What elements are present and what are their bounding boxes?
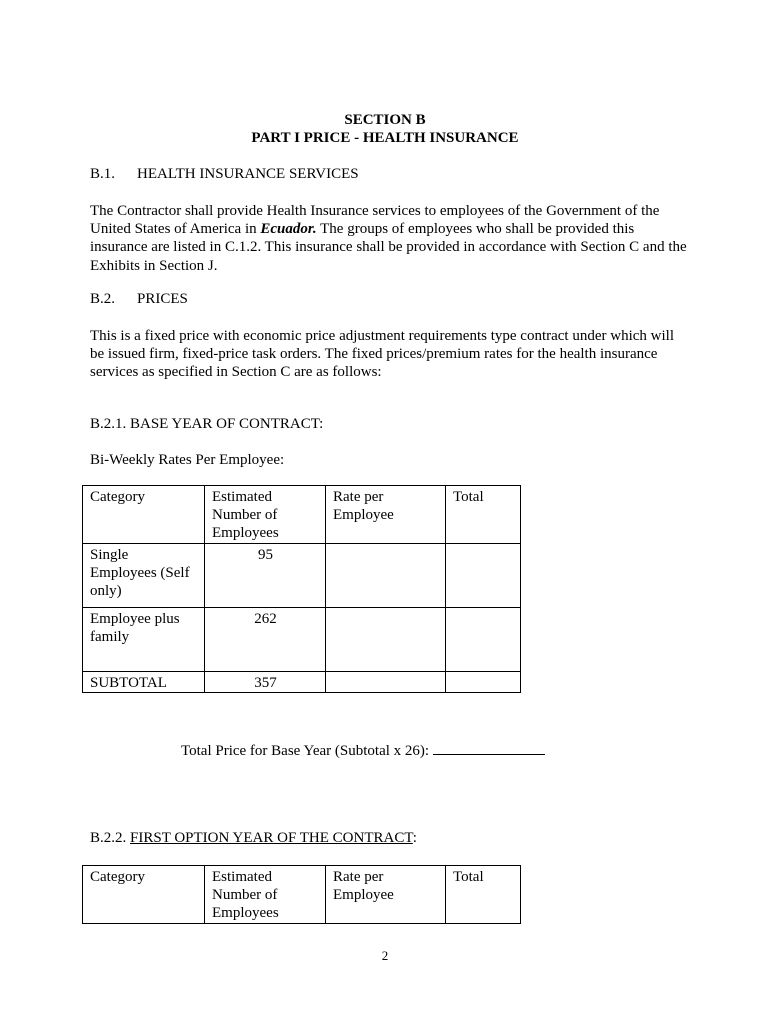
b1-heading-text: HEALTH INSURANCE SERVICES bbox=[137, 166, 359, 182]
b1-paragraph bbox=[90, 202, 690, 275]
subtotal-rate bbox=[326, 671, 446, 692]
row-category: Single Employees (Self only) bbox=[83, 543, 205, 607]
b2-paragraph: This is a fixed price with economic price adjustment requirements type contract under which will be issued firm, fixed-price task orders. The fixed prices/premium rates for the health insurance services as specified in Section C are as follows: bbox=[90, 328, 674, 381]
subtotal-label: SUBTOTAL bbox=[83, 671, 205, 692]
b21-heading: B.2.1. BASE YEAR OF CONTRACT: bbox=[90, 416, 324, 432]
b2-heading bbox=[90, 291, 188, 308]
section-title: SECTION B bbox=[344, 112, 426, 128]
b2-heading-text: PRICES bbox=[137, 291, 188, 307]
row-employee-count: 95 bbox=[205, 543, 326, 607]
header-category: Category bbox=[83, 486, 205, 544]
header-total: Total bbox=[446, 866, 521, 924]
header-total: Total bbox=[446, 486, 521, 544]
row-category: Employee plus family bbox=[83, 607, 205, 671]
header-estimated-employees: Estimated Number of Employees bbox=[205, 486, 326, 544]
header-category: Category bbox=[83, 866, 205, 924]
option-year-table bbox=[82, 865, 521, 924]
b22-heading-text: FIRST OPTION YEAR OF THE CONTRACT bbox=[130, 830, 413, 846]
header-rate-per-employee: Rate per Employee bbox=[326, 866, 446, 924]
subtotal-count: 357 bbox=[205, 671, 326, 692]
b22-number: B.2.2. bbox=[90, 830, 131, 846]
table-header-row bbox=[83, 866, 521, 924]
row-total bbox=[446, 543, 521, 607]
table-header-row bbox=[83, 486, 521, 544]
table-row bbox=[83, 543, 521, 607]
row-rate bbox=[326, 543, 446, 607]
table-subtotal-row bbox=[83, 671, 521, 692]
total-price-label: Total Price for Base Year (Subtotal x 26): bbox=[181, 743, 433, 759]
subtotal-total bbox=[446, 671, 521, 692]
table-row bbox=[83, 607, 521, 671]
row-total bbox=[446, 607, 521, 671]
row-rate bbox=[326, 607, 446, 671]
page-number: 2 bbox=[381, 948, 389, 963]
b22-colon: : bbox=[412, 830, 417, 846]
row-employee-count: 262 bbox=[205, 607, 326, 671]
header-estimated-employees: Estimated Number of Employees bbox=[205, 866, 326, 924]
b1-country: Ecuador. bbox=[260, 221, 317, 238]
total-price-blank[interactable] bbox=[433, 741, 545, 755]
header-rate-per-employee: Rate per Employee bbox=[326, 486, 446, 544]
part-title: PART I PRICE - HEALTH INSURANCE bbox=[251, 130, 519, 146]
base-year-table bbox=[82, 485, 521, 693]
b21-subheading: Bi-Weekly Rates Per Employee: bbox=[90, 452, 285, 468]
b1-number: B.1. bbox=[90, 166, 116, 182]
b1-heading bbox=[90, 166, 359, 183]
b1-paragraph-part1: The Contractor shall provide Health Insurance services to employees of the Government of the United States of America in bbox=[90, 203, 660, 238]
b1-paragraph-part2: The groups of employees who shall be provided this insurance are listed in C.1.2. This insurance shall be provided in accordance with Section C and the Exhibits in Section J. bbox=[90, 221, 687, 274]
total-price-line bbox=[181, 741, 545, 760]
b22-heading bbox=[90, 830, 417, 847]
b2-number: B.2. bbox=[90, 291, 116, 307]
